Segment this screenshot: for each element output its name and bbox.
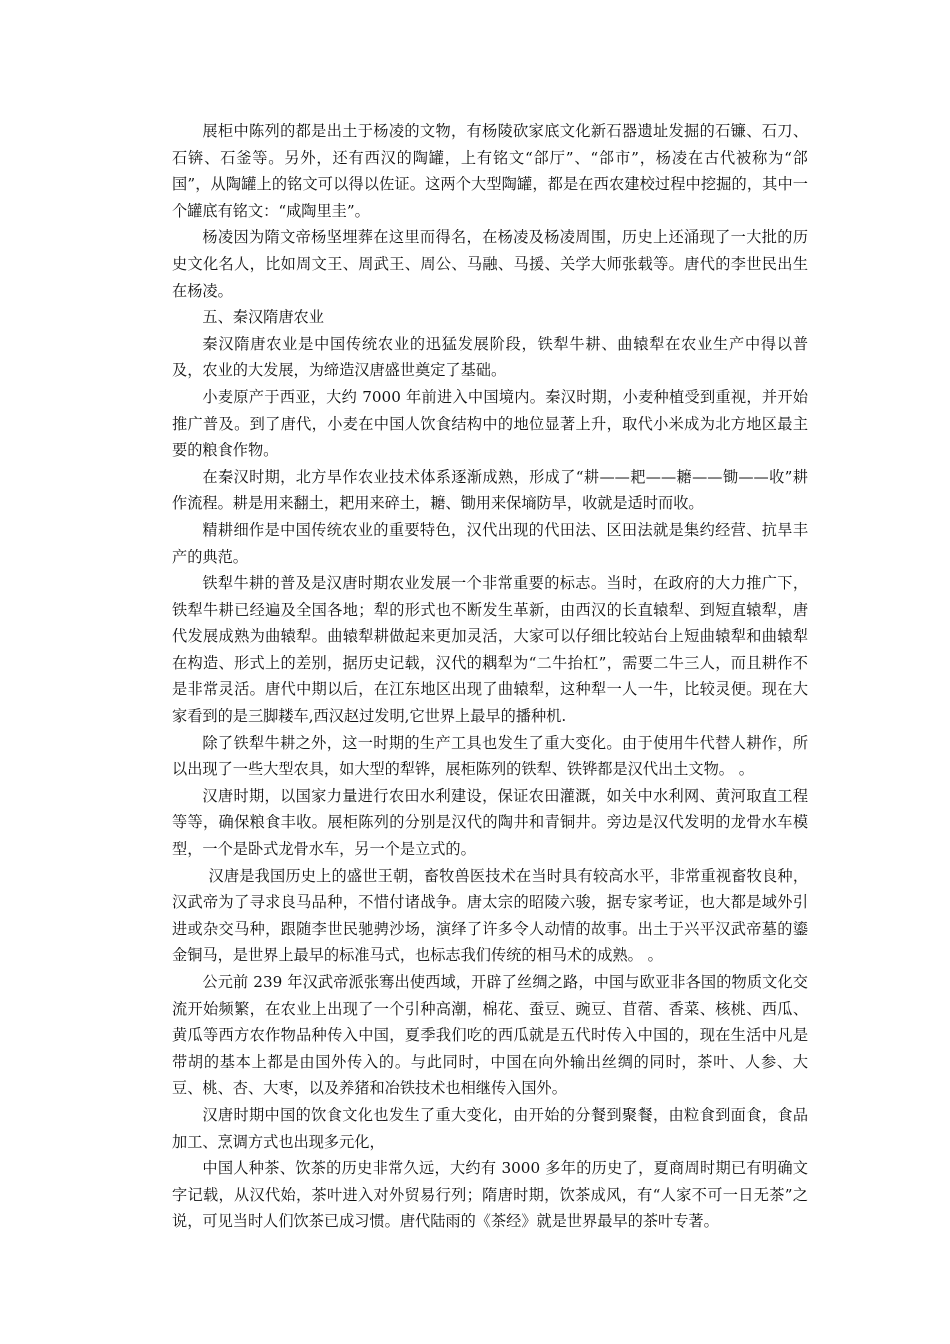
paragraph-wheat: 小麦原产于西亚，大约 7000 年前进入中国境内。秦汉时期，小麦种植受到重视，并开始推广普及。到了唐代，小麦在中国人饮食结构中的地位显著上升，取代小米成为北方地区最主要的粮食作物。 bbox=[172, 387, 808, 460]
paragraph-yangling-relics: 展柜中陈列的都是出土于杨凌的文物，有杨陵砍家底文化新石器遗址发掘的石镰、石刀、石锛、石釜等。另外，还有西汉的陶罐，上有铭文“郃厅”、“郃市”，杨凌在古代被称为“郃国”，从陶罐上的铭文可以得以佐证。这两个大型陶罐，都是在西农建校过程中挖掘的，其中一个罐底有铭文：“咸陶里圭”。 bbox=[172, 122, 808, 220]
section-heading-qin-han-sui-tang: 五、秦汉隋唐农业 bbox=[202, 308, 324, 327]
paragraph-intensive-farming: 精耕细作是中国传统农业的重要特色，汉代出现的代田法、区田法就是集约经营、抗旱丰产的典范。 bbox=[172, 520, 808, 566]
paragraph-yangling-name-origin: 杨凌因为隋文帝杨坚埋葬在这里而得名，在杨凌及杨凌周围，历史上还涌现了一大批的历史文化名人，比如周文王、周武王、周公、马融、马援、关学大师张载等。唐代的李世民出生在杨凌。 bbox=[172, 228, 808, 300]
document-body bbox=[172, 118, 808, 1235]
paragraph-water-conservancy: 汉唐时期，以国家力量进行农田水利建设，保证农田灌溉，如关中水利网、黄河取直工程等等，确保粮食丰收。展柜陈列的分别是汉代的陶井和青铜井。旁边是汉代发明的龙骨水车模型，一个是卧式龙骨水车，另一个是立式的。 bbox=[172, 786, 808, 859]
paragraph-animal-husbandry: 汉唐是我国历史上的盛世王朝，畜牧兽医技术在当时具有较高水平，非常重视畜牧良种，汉武帝为了寻求良马品种，不惜付诸战争。唐太宗的昭陵六骏，据专家考证，也大都是域外引进或杂交马种，跟随李世民驰骋沙场，演绎了许多令人动情的故事。出土于兴平汉武帝墓的鎏金铜马，是世界上最早的标准马式，也标志我们传统的相马术的成熟。 。 bbox=[172, 866, 808, 965]
paragraph-tea: 中国人种茶、饮茶的历史非常久远，大约有 3000 多年的历史了，夏商周时期已有明确文字记载，从汉代始，茶叶进入对外贸易行列；隋唐时期，饮茶成风，有“人家不可一日无茶”之说，可见当时人们饮茶已成习惯。唐代陆雨的《茶经》就是世界最早的茶叶专著。 bbox=[172, 1159, 808, 1231]
paragraph-iron-plough: 铁犁牛耕的普及是汉唐时期农业发展一个非常重要的标志。当时，在政府的大力推广下，铁犁牛耕已经遍及全国各地；犁的形式也不断发生革新，由西汉的长直辕犁、到短直辕犁，唐代发展成熟为曲辕犁。曲辕犁耕做起来更加灵活，大家可以仔细比较站台上短曲辕犁和曲辕犁在构造、形式上的差别，据历史记载，汉代的耦犁为“二牛抬杠”，需要二牛三人，而且耕作不是非常灵活。唐代中期以后，在江东地区出现了曲辕犁，这种犁一人一牛，比较灵便。现在大家看到的是三脚耧车,西汉赵过发明,它世界上最早的播种机. bbox=[172, 574, 808, 726]
paragraph-farm-tools: 除了铁犁牛耕之外，这一时期的生产工具也发生了重大变化。由于使用牛代替人耕作，所以出现了一些大型农具，如大型的犁铧，展柜陈列的铁犁、铁铧都是汉代出土文物。 。 bbox=[172, 733, 808, 779]
paragraph-dryland-farming: 在秦汉时期，北方旱作农业技术体系逐渐成熟，形成了“耕——耙——耱——锄——收”耕作流程。耕是用来翻土，耙用来碎土，耱、锄用来保墒防旱，收就是适时而收。 bbox=[172, 467, 808, 513]
paragraph-food-culture: 汉唐时期中国的饮食文化也发生了重大变化，由开始的分餐到聚餐，由粒食到面食，食品加工、烹调方式也出现多元化， bbox=[172, 1105, 808, 1151]
paragraph-silk-road: 公元前 239 年汉武帝派张骞出使西域，开辟了丝绸之路，中国与欧亚非各国的物质文化交流开始频繁，在农业上出现了一个引种高潮，棉花、蚕豆、豌豆、苜蓿、香菜、核桃、西瓜、黄瓜等西方农作物品种传入中国，夏季我们吃的西瓜就是五代时传入中国的，现在生活中凡是带胡的基本上都是由国外传入的。与此同时，中国在向外输出丝绸的同时，茶叶、人参、大豆、桃、杏、大枣，以及养猪和冶铁技术也相继传入国外。 bbox=[172, 973, 808, 1098]
paragraph-qin-han-agriculture-intro: 秦汉隋唐农业是中国传统农业的迅猛发展阶段，铁犁牛耕、曲辕犁在农业生产中得以普及，农业的大发展，为缔造汉唐盛世奠定了基础。 bbox=[172, 334, 808, 380]
